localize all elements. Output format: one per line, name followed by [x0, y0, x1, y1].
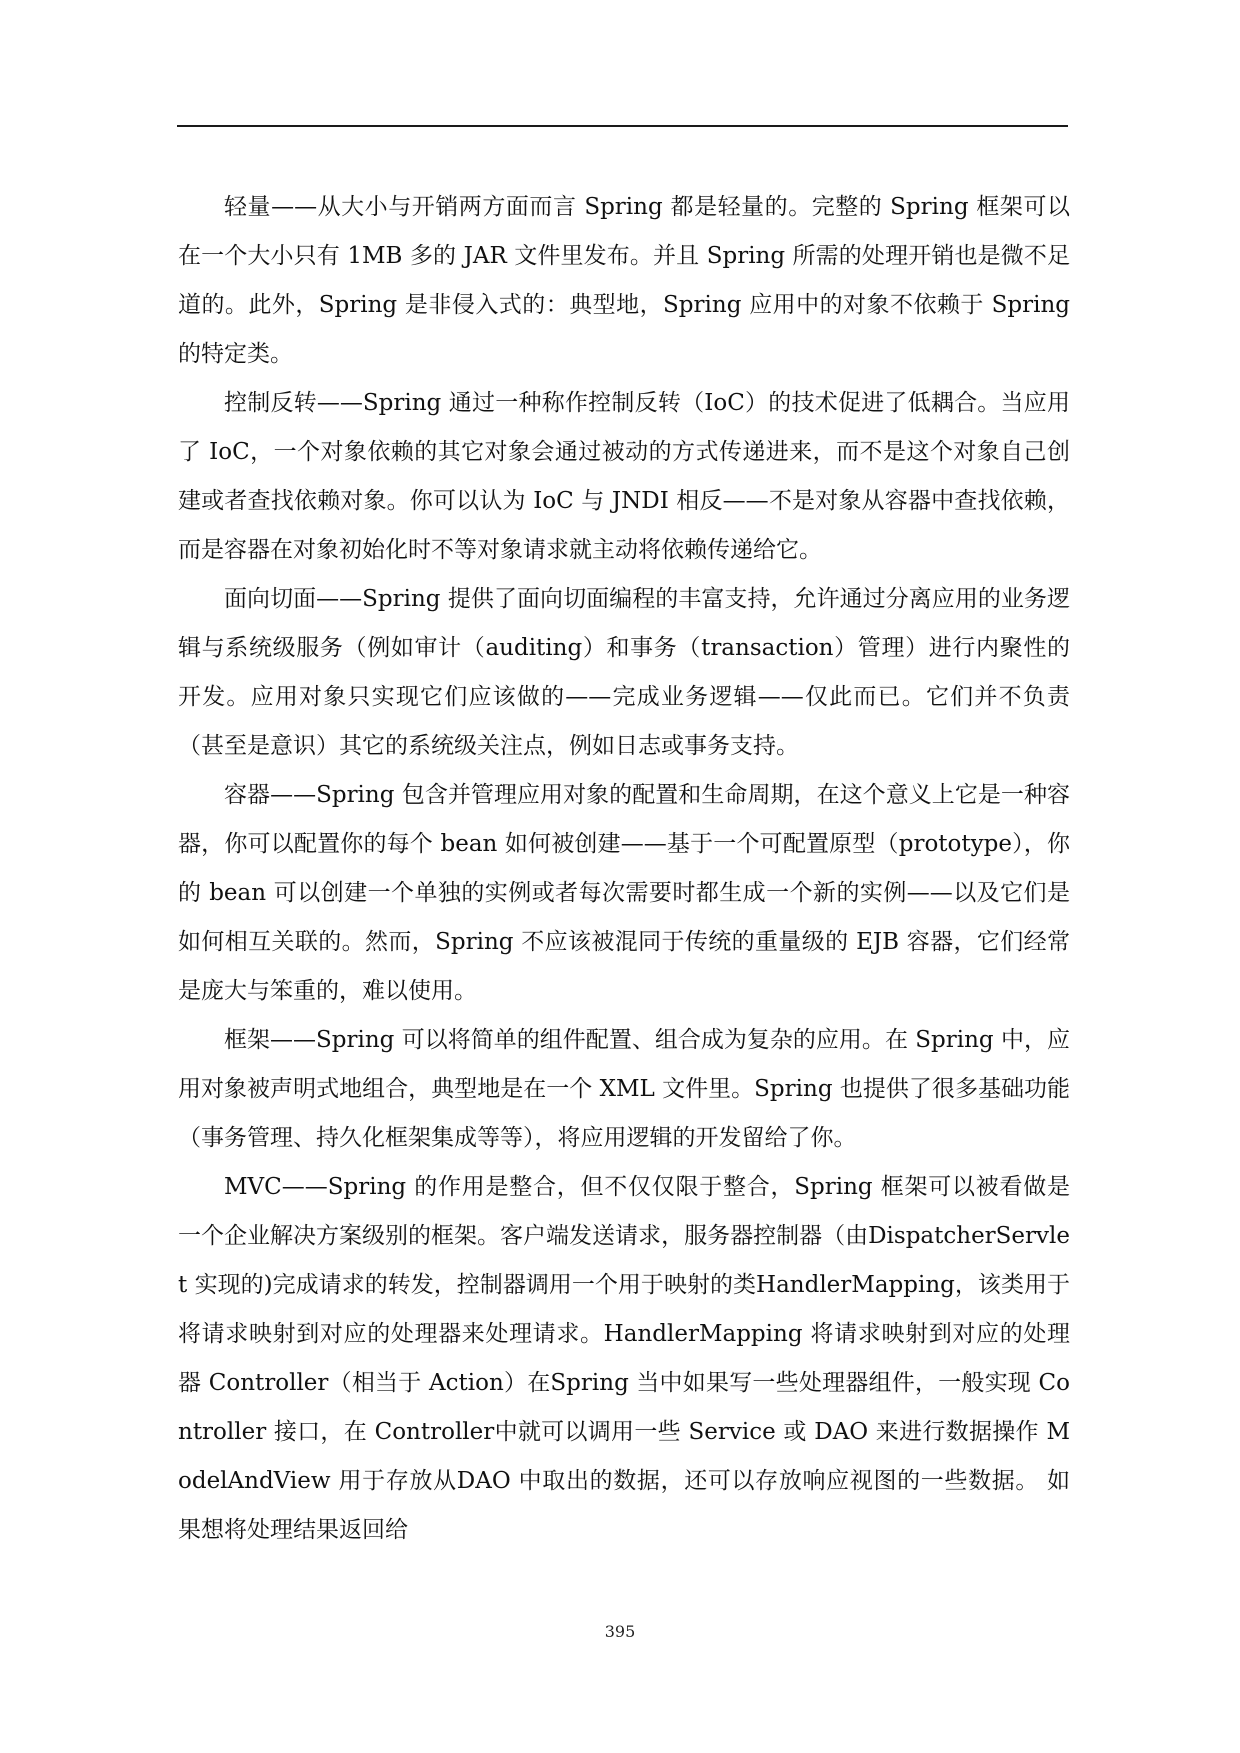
- paragraph-framework: 框架——Spring 可以将简单的组件配置、组合成为复杂的应用。在 Spring 中，应用对象被声明式地组合，典型地是在一个 XML 文件里。Spring 也提供了很多基础功能（事务管理、持久化框架集成等等），将应用逻辑的开发留给了你。: [178, 1027, 1070, 1151]
- paragraph-container: 容器——Spring 包含并管理应用对象的配置和生命周期，在这个意义上它是一种容器，你可以配置你的每个 bean 如何被创建——基于一个可配置原型（prototype），你的 bean 可以创建一个单独的实例或者每次需要时都生成一个新的实例——以及它们是如何相互关联的。然而，Spring 不应该被混同于传统的重量级的 EJB 容器，它们经常是庞大与笨重的，难以使用。: [178, 782, 1070, 1004]
- page-number: 395: [604, 1622, 636, 1641]
- header-rule: [177, 125, 1068, 127]
- paragraph-aspect-oriented: 面向切面——Spring 提供了面向切面编程的丰富支持，允许通过分离应用的业务逻辑与系统级服务（例如审计（auditing）和事务（transaction）管理）进行内聚性的开发。应用对象只实现它们应该做的——完成业务逻辑——仅此而已。它们并不负责（甚至是意识）其它的系统级关注点，例如日志或事务支持。: [178, 586, 1070, 759]
- paragraph-lightweight: 轻量——从大小与开销两方面而言 Spring 都是轻量的。完整的 Spring 框架可以在一个大小只有 1MB 多的 JAR 文件里发布。并且 Spring 所需的处理开销也是微不足道的。此外，Spring 是非侵入式的：典型地，Spring 应用中的对象不依赖于 Spring 的特定类。: [178, 194, 1070, 367]
- body-text: [178, 183, 1070, 1555]
- paragraph-inversion-of-control: 控制反转——Spring 通过一种称作控制反转（IoC）的技术促进了低耦合。当应用了 IoC，一个对象依赖的其它对象会通过被动的方式传递进来，而不是这个对象自己创建或者查找依赖对象。你可以认为 IoC 与 JNDI 相反——不是对象从容器中查找依赖，而是容器在对象初始化时不等对象请求就主动将依赖传递给它。: [178, 390, 1070, 563]
- paragraph-mvc: MVC——Spring 的作用是整合，但不仅仅限于整合，Spring 框架可以被看做是一个企业解决方案级别的框架。客户端发送请求，服务器控制器（由DispatcherServlet 实现的)完成请求的转发，控制器调用一个用于映射的类HandlerMapping，该类用于将请求映射到对应的处理器来处理请求。HandlerMapping 将请求映射到对应的处理器 Controller（相当于 Action）在Spring 当中如果写一些处理器组件，一般实现 Controller 接口，在 Controller中就可以调用一些 Service 或 DAO 来进行数据操作 ModelAndView 用于存放从DAO 中取出的数据，还可以存放响应视图的一些数据。 如果想将处理结果返回给: [178, 1174, 1070, 1543]
